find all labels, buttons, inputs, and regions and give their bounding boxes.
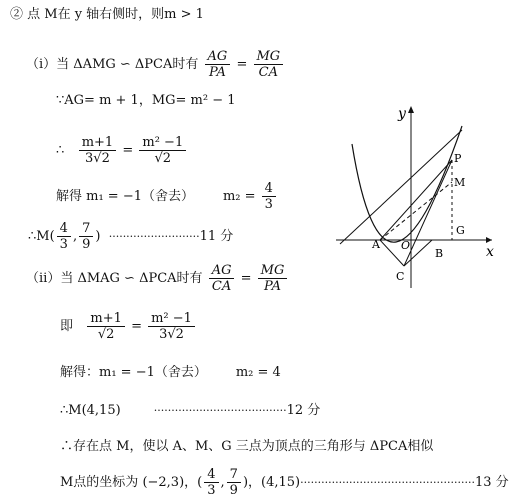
label-point-m: M [454, 176, 466, 189]
solution-2 [60, 366, 281, 379]
denominator: 3√2 [159, 327, 184, 342]
denominator: 9 [82, 237, 91, 252]
denominator: √2 [154, 151, 172, 166]
coordinate-diagram [332, 100, 502, 290]
result-1 [28, 222, 233, 251]
equals-sign: = [122, 143, 134, 158]
label-point-o: O [401, 239, 411, 252]
result-1-suffix: ) [95, 229, 101, 244]
solution-1-m2-label: m₂ = [222, 189, 256, 204]
label-point-p: P [454, 152, 462, 165]
eq2-right-fraction [148, 312, 195, 341]
given-lengths: ∵AG= m + 1，MG= m² − 1 [56, 93, 236, 108]
numerator: m² −1 [148, 312, 195, 327]
numerator: MG [258, 264, 288, 279]
subcase-2-label: （ⅱ）当 ΔMAG ∽ ΔPCA时有 [26, 271, 203, 286]
ratio-mg-pa [258, 264, 288, 293]
equals-sign: = [131, 319, 142, 334]
ratio-ag-ca [209, 264, 235, 293]
final-x-fraction [204, 468, 218, 497]
final-y-fraction [227, 468, 241, 497]
equals-sign: = [240, 271, 252, 286]
parabola-curve [352, 126, 462, 242]
therefore-symbol: ∴ [56, 143, 65, 158]
label-x-axis: x [486, 244, 494, 260]
numerator: AG [205, 50, 231, 65]
case-header: ② 点 M在 y 轴右侧时，则m > 1 [10, 7, 204, 22]
equals-sign: = [236, 57, 248, 72]
ji-label: 即 [60, 319, 74, 334]
y-axis-arrow [408, 106, 414, 113]
label-point-c: C [396, 270, 405, 283]
segment-ap-outer [340, 130, 462, 244]
result-1-prefix: ∴M( [28, 229, 55, 244]
denominator: CA [211, 279, 232, 294]
eq1-left-fraction [79, 136, 117, 165]
numerator: 4 [262, 182, 276, 197]
numerator: 4 [204, 468, 218, 483]
final-prefix: M点的坐标为 (−2,3)，( [60, 475, 203, 490]
result-2 [60, 404, 320, 417]
denominator: 3 [207, 483, 216, 498]
equation-2 [60, 312, 197, 341]
result-1-score: 11 分 [199, 229, 234, 244]
denominator: 3 [59, 237, 68, 252]
m2-fraction [262, 182, 276, 211]
subcase-2-statement [26, 264, 289, 293]
ratio-ag-pa [205, 50, 231, 79]
denominator: 9 [229, 483, 238, 498]
solution-2-m1: 解得：m₁ = −1（舍去） [60, 365, 207, 380]
label-point-a: A [372, 238, 380, 251]
numerator: m+1 [79, 136, 117, 151]
final-score: 13 分 [474, 475, 509, 490]
final-mid: )，(4,15) [242, 475, 301, 490]
numerator: 7 [227, 468, 241, 483]
conclusion: ∴存在点 M，使以 A、M、G 三点为顶点的三角形与 ΔPCA相似 [60, 439, 434, 454]
segment-ap [380, 160, 452, 240]
equation-1 [56, 136, 188, 165]
ratio-mg-ca [254, 50, 284, 79]
result-2-text: ∴M(4,15) [60, 403, 121, 418]
result-1-y-fraction [79, 222, 93, 251]
eq2-left-fraction [87, 312, 125, 341]
numerator: m+1 [87, 312, 125, 327]
denominator: √2 [97, 327, 115, 342]
result-1-leader-dots: ·························· [108, 230, 200, 243]
label-point-b: B [435, 247, 444, 260]
result-2-score: 12 分 [286, 403, 321, 418]
segment-am-dashed [380, 182, 452, 240]
result-1-x-fraction [57, 222, 71, 251]
solution-1 [56, 182, 278, 211]
denominator: 3√2 [85, 151, 110, 166]
numerator: m² −1 [139, 136, 186, 151]
x-axis-arrow [486, 237, 492, 243]
denominator: PA [208, 65, 226, 80]
numerator: AG [209, 264, 235, 279]
denominator: CA [258, 65, 279, 80]
eq1-right-fraction [139, 136, 186, 165]
numerator: 7 [79, 222, 93, 237]
subcase-1-statement [26, 50, 285, 79]
solution-1-m1: 解得 m₁ = −1（舍去） [56, 189, 194, 204]
final-answer [60, 468, 509, 497]
solution-2-m2: m₂ = 4 [235, 365, 281, 380]
final-comma: , [220, 475, 225, 490]
denominator: 3 [264, 197, 273, 212]
denominator: PA [264, 279, 281, 294]
result-1-comma: , [72, 229, 78, 244]
numerator: 4 [57, 222, 71, 237]
final-leader-dots: ·················································· [300, 476, 475, 489]
label-y-axis: y [398, 106, 406, 122]
numerator: MG [254, 50, 284, 65]
subcase-1-label: （ⅰ）当 ΔAMG ∽ ΔPCA时有 [26, 57, 199, 72]
result-2-leader-dots: ······································ [153, 404, 287, 417]
label-point-g: G [456, 224, 465, 237]
